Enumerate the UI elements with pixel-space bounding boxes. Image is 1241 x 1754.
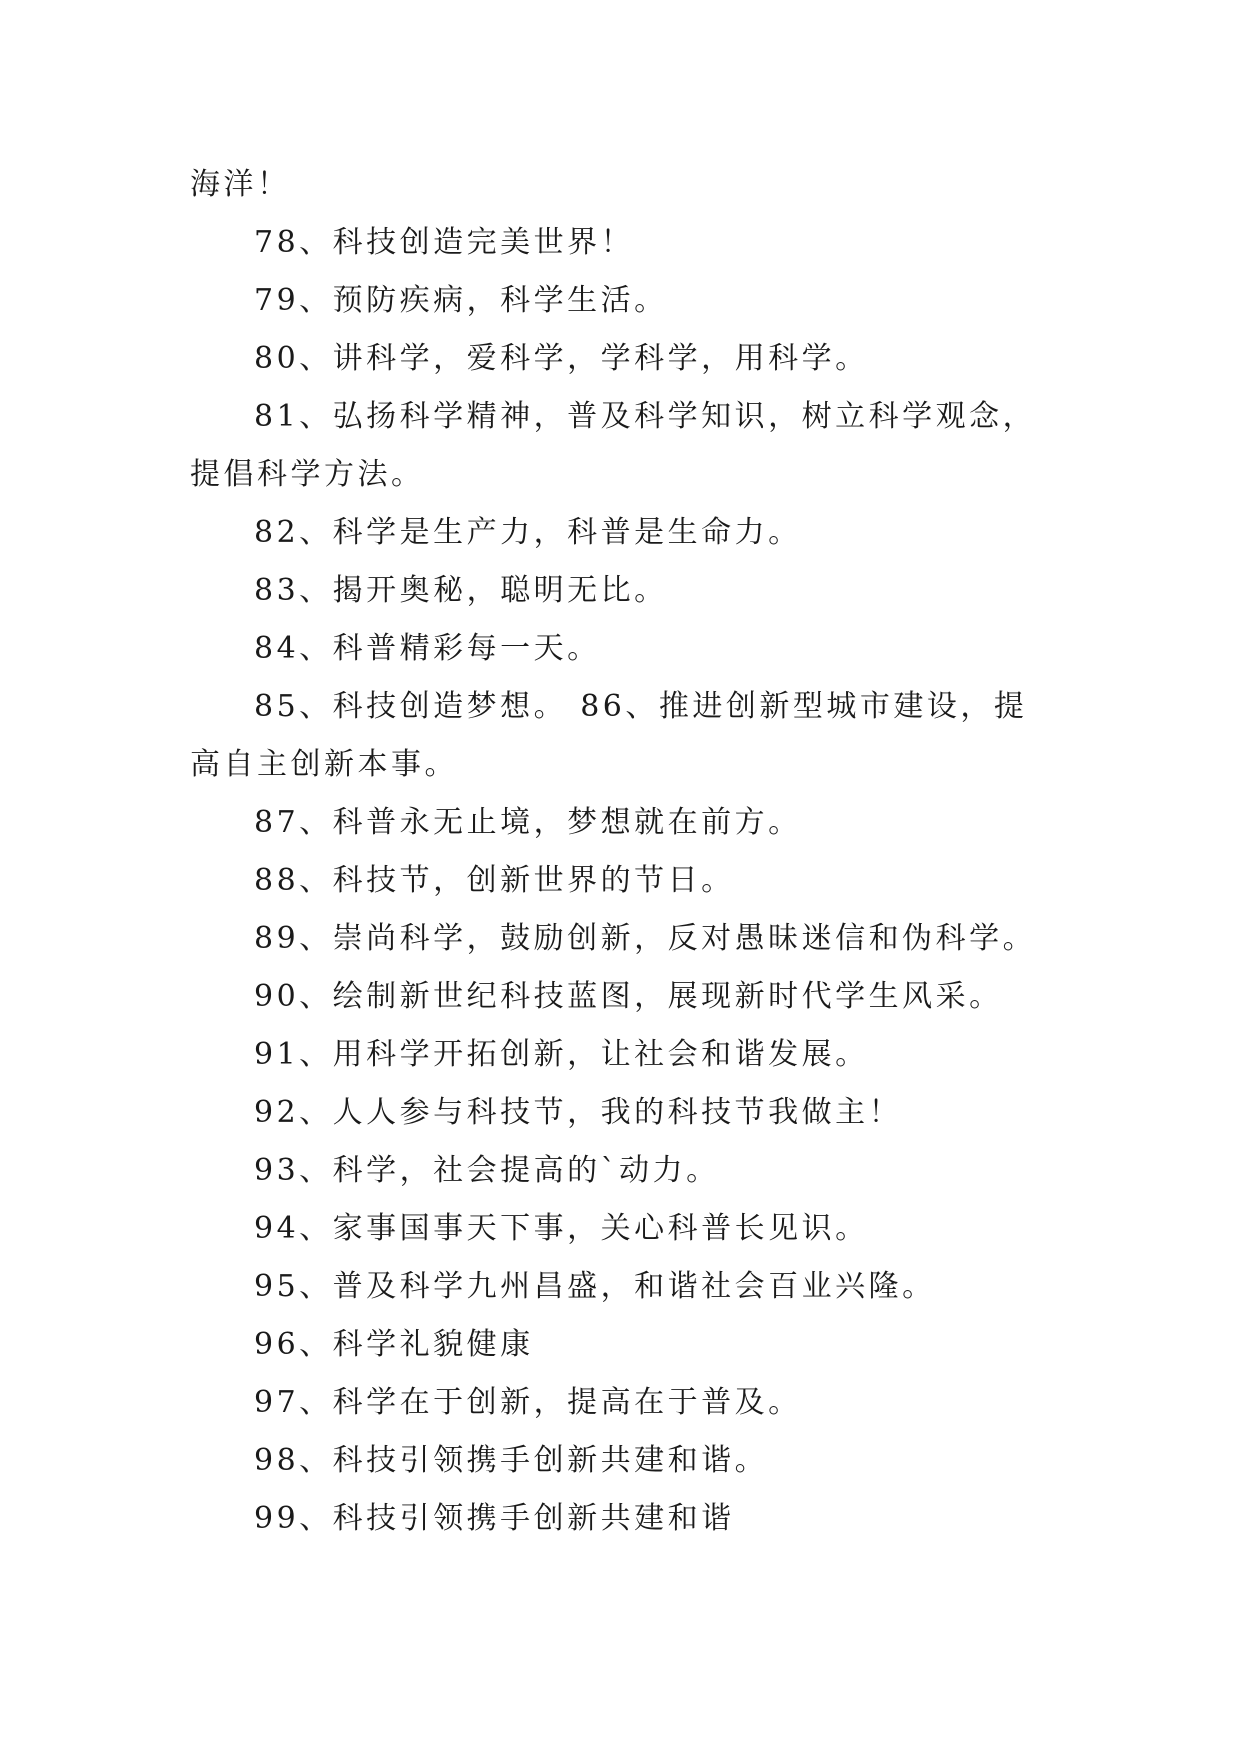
paragraph: 82、科学是生产力，科普是生命力。 (254, 515, 802, 550)
paragraph: 91、用科学开拓创新，让社会和谐发展。 (254, 1037, 869, 1072)
paragraph: 98、科技引领携手创新共建和谐。 (254, 1443, 769, 1478)
paragraph: 93、科学，社会提高的`动力。 (254, 1153, 720, 1188)
paragraph: 96、科学礼貌健康 (254, 1327, 534, 1362)
paragraph: 87、科普永无止境，梦想就在前方。 (254, 805, 802, 840)
paragraph: 海洋！ (190, 167, 291, 202)
paragraph: 84、科普精彩每一天。 (254, 631, 601, 666)
paragraph: 92、人人参与科技节，我的科技节我做主！ (254, 1095, 903, 1130)
paragraph: 83、揭开奥秘，聪明无比。 (254, 573, 668, 608)
paragraph: 89、崇尚科学，鼓励创新，反对愚昧迷信和伪科学。 (254, 921, 1037, 956)
paragraph: 90、绘制新世纪科技蓝图，展现新时代学生风采。 (254, 979, 1003, 1014)
paragraph: 94、家事国事天下事，关心科普长见识。 (254, 1211, 869, 1246)
paragraph: 78、科技创造完美世界！ (254, 225, 635, 260)
paragraph: 97、科学在于创新，提高在于普及。 (254, 1385, 802, 1420)
paragraph: 88、科技节，创新世界的节日。 (254, 863, 735, 898)
paragraph: 81、弘扬科学精神，普及科学知识，树立科学观念，提倡科学方法。 (190, 399, 1037, 492)
paragraph: 99、科技引领携手创新共建和谐 (254, 1501, 735, 1536)
paragraph: 85、科技创造梦想。 86、推进创新型城市建设，提高自主创新本事。 (190, 689, 1028, 782)
paragraph: 79、预防疾病，科学生活。 (254, 283, 668, 318)
paragraph: 80、讲科学，爱科学，学科学，用科学。 (254, 341, 869, 376)
document-body (190, 156, 1060, 1548)
paragraph: 95、普及科学九州昌盛，和谐社会百业兴隆。 (254, 1269, 936, 1304)
